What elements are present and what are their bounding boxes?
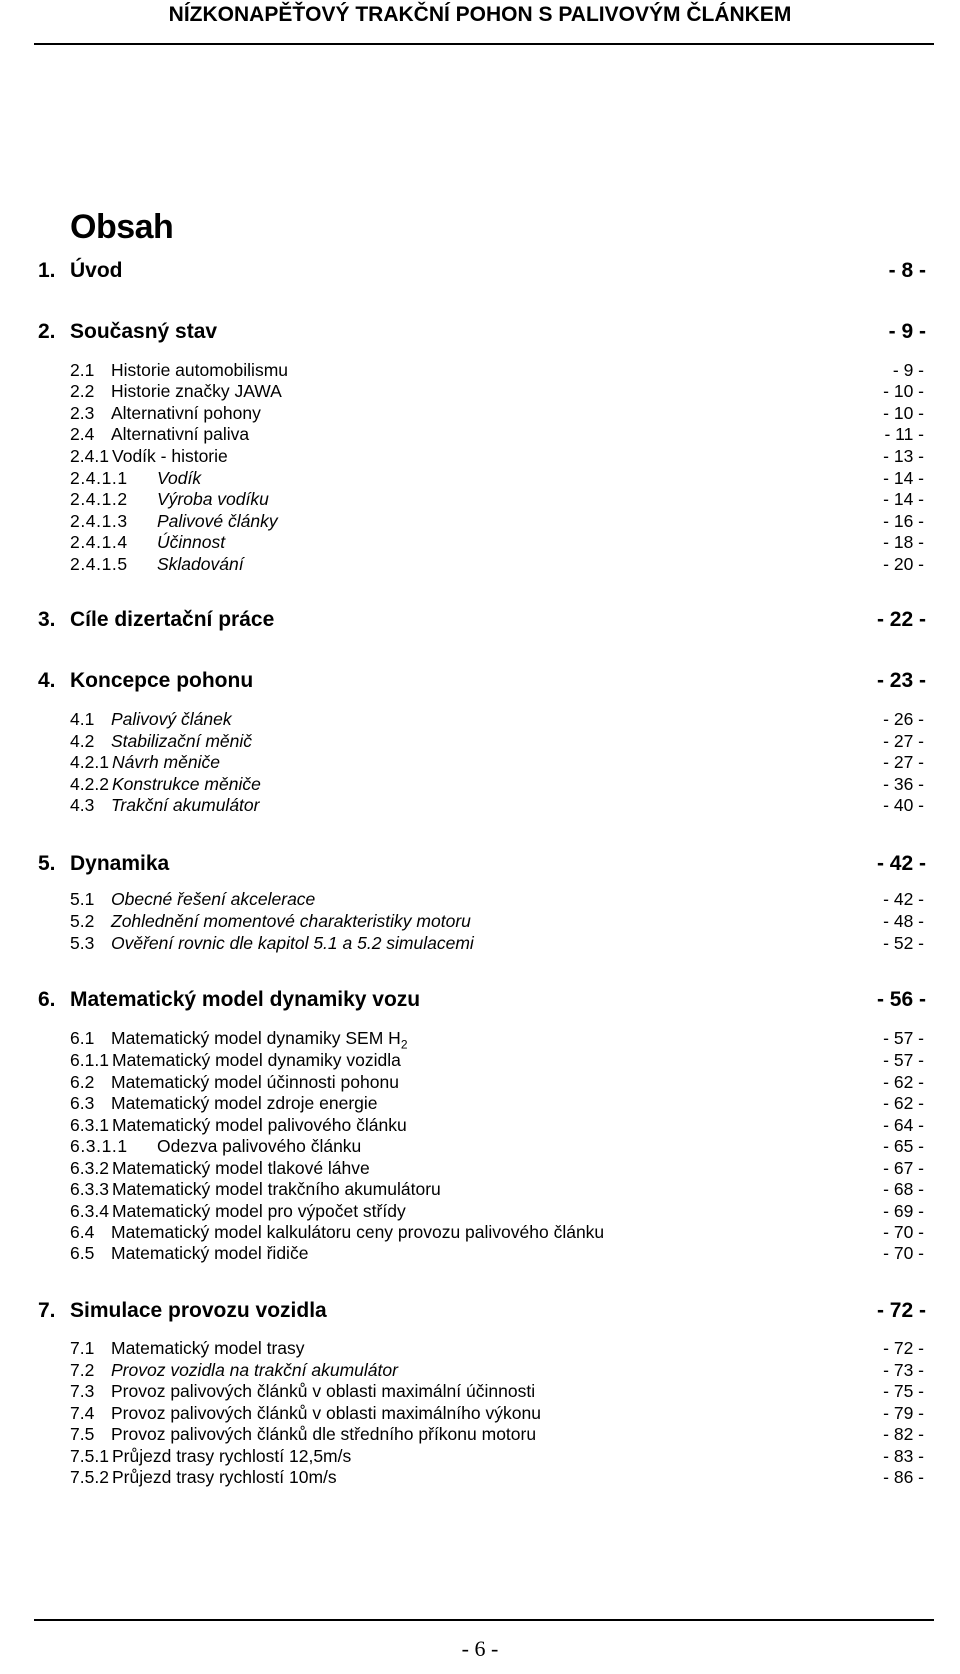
toc-entry-title: [111, 1402, 541, 1424]
toc-entry-title-text: Cíle dizertační práce: [70, 608, 275, 631]
toc-entry-page: - 67 -: [883, 1158, 924, 1178]
toc-entry: [0, 851, 960, 873]
toc-entry-page: - 16 -: [883, 511, 924, 531]
toc-entry: [0, 773, 960, 795]
toc-entry-title: [111, 730, 252, 752]
toc-entry: [0, 319, 960, 341]
toc-entry-number: 6.1.1: [70, 1050, 109, 1070]
toc-entry: [0, 488, 960, 510]
toc-entry: [0, 510, 960, 532]
toc-entry: [0, 910, 960, 932]
toc-entry-title: [70, 851, 169, 877]
toc-entry-title-text: Matematický model trakčního akumulátoru: [112, 1179, 441, 1199]
toc-entry: [0, 751, 960, 773]
toc-entry-number: 7.3: [70, 1381, 95, 1401]
toc-entry-number: 6.3.2: [70, 1158, 109, 1178]
toc-entry-title: [111, 1242, 308, 1264]
toc-entry-title-text: Konstrukce měniče: [112, 774, 261, 794]
toc-entry-page: - 70 -: [883, 1222, 924, 1242]
toc-entry-number: 2.: [38, 320, 56, 343]
toc-entry-page: - 69 -: [883, 1201, 924, 1221]
toc-entry-page: - 82 -: [883, 1424, 924, 1444]
toc-entry-number: 6.: [38, 988, 56, 1011]
toc-entry-number: 5.: [38, 852, 56, 875]
toc-entry-title: [157, 553, 244, 575]
toc-entry: [0, 607, 960, 629]
toc-entry-number: 3.: [38, 608, 56, 631]
toc-entry-title-text: Matematický model dynamiky vozidla: [112, 1050, 401, 1070]
toc-entry-title: [112, 1200, 406, 1222]
toc-entry-page: - 57 -: [883, 1028, 924, 1048]
toc-entry-title-text: Trakční akumulátor: [111, 795, 260, 815]
toc-entry: [0, 932, 960, 954]
toc-entry-title: [70, 607, 274, 633]
toc-entry-number: 6.1: [70, 1028, 95, 1048]
toc-entry-title: [112, 445, 228, 467]
toc-entry-page: - 48 -: [883, 911, 924, 931]
toc-entry-number: 4.2.1: [70, 752, 109, 772]
toc-entry-number: 2.4.1.4: [70, 532, 128, 552]
toc-entry-number: 7.: [38, 1299, 56, 1322]
page-title: Obsah: [70, 208, 174, 246]
toc-entry-title-text: Vodík: [157, 468, 202, 488]
toc-entry: [0, 1445, 960, 1467]
toc-entry-number: 2.4.1.3: [70, 511, 128, 531]
toc-entry-number: 4.: [38, 669, 56, 692]
toc-entry-number: 6.3.3: [70, 1179, 109, 1199]
toc-entry-number: 2.4.1: [70, 446, 109, 466]
toc-entry-page: - 22 -: [876, 608, 926, 631]
running-header: NÍZKONAPĚŤOVÝ TRAKČNÍ POHON S PALIVOVÝM ČLÁNKEM: [168, 3, 792, 26]
toc-entry-number: 1.: [38, 259, 56, 282]
toc-entry-number: 4.1: [70, 709, 95, 729]
toc-entry-number: 2.1: [70, 360, 95, 380]
toc-entry-number: 2.4.1.2: [70, 489, 128, 509]
toc-entry-page: - 27 -: [883, 752, 924, 772]
toc-entry-title: [111, 423, 249, 445]
toc-entry-number: 2.3: [70, 403, 95, 423]
toc-entry-number: 4.2: [70, 731, 95, 751]
toc-entry: [0, 380, 960, 402]
toc-entry-page: - 62 -: [883, 1072, 924, 1092]
toc-entry-title: [112, 751, 220, 773]
toc-entry: [0, 1092, 960, 1114]
toc-entry: [0, 1242, 960, 1264]
toc-entry-subscript: 2: [400, 1037, 408, 1052]
toc-entry: [0, 1071, 960, 1093]
toc-entry-page: - 9 -: [888, 320, 926, 343]
toc-entry-title-text: Provoz palivových článků dle středního příkonu motoru: [111, 1424, 537, 1444]
toc-entry-number: 2.4.1.1: [70, 468, 128, 488]
toc-entry-title-text: Alternativní pohony: [111, 403, 261, 423]
toc-entry-page: - 57 -: [883, 1050, 924, 1070]
toc-entry: [0, 1359, 960, 1381]
toc-entry-page: - 42 -: [876, 852, 926, 875]
toc-entry-page: - 52 -: [883, 933, 924, 953]
toc-entry-page: - 10 -: [883, 403, 924, 423]
toc-entry-title: [70, 987, 420, 1013]
toc-entry-number: 7.5.1: [70, 1446, 109, 1466]
toc-entry-page: - 86 -: [883, 1467, 924, 1487]
toc-entry: [0, 1380, 960, 1402]
toc-entry: [0, 1423, 960, 1445]
toc-entry-title-text: Palivové články: [157, 511, 278, 531]
toc-entry-page: - 10 -: [883, 381, 924, 401]
toc-entry: [0, 1027, 960, 1052]
toc-entry-title-text: Matematický model účinnosti pohonu: [111, 1072, 399, 1092]
toc-entry-title: [112, 1178, 441, 1200]
toc-entry-page: - 13 -: [883, 446, 924, 466]
toc-entry-title-text: Matematický model trasy: [111, 1338, 305, 1358]
toc-entry-title-text: Průjezd trasy rychlostí 12,5m/s: [112, 1446, 352, 1466]
toc-entry-title: [157, 1135, 361, 1157]
toc-entry-title-text: Provoz vozidla na trakční akumulátor: [111, 1360, 398, 1380]
toc-entry-title-text: Průjezd trasy rychlostí 10m/s: [112, 1467, 337, 1487]
toc-entry: [0, 1135, 960, 1157]
toc-entry-title-text: Historie automobilismu: [111, 360, 289, 380]
toc-entry-title-text: Provoz palivových článků v oblasti maximální účinnosti: [111, 1381, 536, 1401]
toc-entry-number: 6.2: [70, 1072, 95, 1092]
toc-entry-title: [111, 1380, 535, 1402]
toc-entry-title: [111, 359, 288, 381]
toc-entry-title: [70, 258, 123, 284]
toc-entry-title: [157, 510, 278, 532]
toc-entry-title-text: Výroba vodíku: [157, 489, 269, 509]
toc-entry-title: [111, 708, 232, 730]
toc-entry: [0, 553, 960, 575]
toc-entry-number: 6.3.1: [70, 1115, 109, 1135]
toc-entry: [0, 708, 960, 730]
toc-entry-page: - 62 -: [883, 1093, 924, 1113]
toc-entry-title: [111, 402, 261, 424]
toc-entry-title: [70, 1298, 327, 1324]
toc-entry: [0, 730, 960, 752]
toc-entry: [0, 445, 960, 467]
toc-entry-number: 7.5.2: [70, 1467, 109, 1487]
toc-entry: [0, 987, 960, 1009]
toc-entry-title-text: Koncepce pohonu: [70, 669, 254, 692]
toc-entry: [0, 1178, 960, 1200]
toc-entry: [0, 402, 960, 424]
toc-entry-page: - 23 -: [876, 669, 926, 692]
toc-entry: [0, 794, 960, 816]
toc-entry-page: - 79 -: [883, 1403, 924, 1423]
toc-entry-title-text: Matematický model zdroje energie: [111, 1093, 378, 1113]
toc-entry-title-text: Stabilizační měnič: [111, 731, 253, 751]
page-number: - 6 -: [461, 1636, 499, 1661]
toc-entry-title-text: Matematický model dynamiky SEM H: [111, 1028, 401, 1048]
toc-entry-title-text: Simulace provozu vozidla: [70, 1299, 327, 1322]
toc-entry-title: [111, 1221, 604, 1243]
toc-entry-title: [112, 773, 261, 795]
toc-entry: [0, 1221, 960, 1243]
toc-entry-title-text: Úvod: [70, 259, 123, 282]
toc-entry-page: - 68 -: [883, 1179, 924, 1199]
toc-entry-number: 5.2: [70, 911, 95, 931]
toc-entry-title: [111, 932, 474, 954]
toc-entry: [0, 1157, 960, 1179]
toc-entry-title-text: Provoz palivových článků v oblasti maximálního výkonu: [111, 1403, 541, 1423]
toc-entry-title: [112, 1049, 401, 1071]
toc-entry-title: [112, 1114, 407, 1136]
toc-entry-number: 5.1: [70, 889, 95, 909]
toc-entry-number: 5.3: [70, 933, 95, 953]
toc-entry-number: 7.2: [70, 1360, 95, 1380]
toc-entry: [0, 258, 960, 280]
toc-entry-title-text: Ověření rovnic dle kapitol 5.1 a 5.2 simulacemi: [111, 933, 474, 953]
toc-entry-title: [70, 668, 253, 694]
toc-entry-number: 6.3: [70, 1093, 95, 1113]
toc-entry-title-text: Palivový článek: [111, 709, 232, 729]
toc-entry: [0, 1402, 960, 1424]
toc-entry-page: - 40 -: [883, 795, 924, 815]
footer-rule: [34, 1619, 934, 1621]
toc-entry: [0, 1049, 960, 1071]
toc-entry-page: - 73 -: [883, 1360, 924, 1380]
toc-entry-title: [70, 319, 217, 345]
toc-entry-page: - 75 -: [883, 1381, 924, 1401]
toc-entry-title: [111, 1337, 305, 1359]
toc-entry-title-text: Matematický model řidiče: [111, 1243, 309, 1263]
toc-entry-title: [157, 467, 201, 489]
toc-entry-page: - 56 -: [876, 988, 926, 1011]
toc-entry-title-text: Alternativní paliva: [111, 424, 250, 444]
toc-entry-title: [111, 1359, 398, 1381]
toc-entry: [0, 359, 960, 381]
toc-entry-title: [111, 1071, 399, 1093]
toc-entry-title: [111, 380, 282, 402]
toc-entry: [0, 1337, 960, 1359]
toc-entry-title-text: Současný stav: [70, 320, 218, 343]
toc-entry-page: - 8 -: [888, 259, 926, 282]
toc-entry-number: 6.4: [70, 1222, 95, 1242]
toc-entry-number: 7.5: [70, 1424, 95, 1444]
toc-entry-page: - 83 -: [883, 1446, 924, 1466]
toc-entry: [0, 531, 960, 553]
toc-entry-page: - 72 -: [876, 1299, 926, 1322]
toc-entry-title-text: Obecné řešení akcelerace: [111, 889, 316, 909]
toc-entry-title: [111, 794, 259, 816]
toc-entry-title-text: Účinnost: [157, 532, 226, 552]
toc-entry-title-text: Matematický model kalkulátoru ceny provozu palivového článku: [111, 1222, 605, 1242]
toc-entry-page: - 18 -: [883, 532, 924, 552]
toc-entry-title-text: Odezva palivového článku: [157, 1136, 362, 1156]
toc-entry-title: [111, 888, 315, 910]
toc-entry-number: 6.5: [70, 1243, 95, 1263]
toc-entry-title-text: Matematický model dynamiky vozu: [70, 988, 421, 1011]
toc-entry-number: 2.2: [70, 381, 95, 401]
toc-entry: [0, 1298, 960, 1320]
toc-entry-title-text: Matematický model palivového článku: [112, 1115, 407, 1135]
toc-entry-page: - 64 -: [883, 1115, 924, 1135]
toc-entry-number: 2.4: [70, 424, 95, 444]
toc-entry-number: 7.1: [70, 1338, 95, 1358]
toc-entry-title: [112, 1157, 370, 1179]
toc-entry-title: [111, 910, 471, 932]
toc-entry: [0, 423, 960, 445]
toc-entry-page: - 26 -: [883, 709, 924, 729]
toc-entry-title-text: Matematický model tlakové láhve: [112, 1158, 370, 1178]
toc-entry-page: - 65 -: [883, 1136, 924, 1156]
toc-entry-title: [112, 1466, 337, 1488]
toc-entry-page: - 20 -: [883, 554, 924, 574]
toc-entry: [0, 1200, 960, 1222]
header-rule: [34, 43, 934, 45]
toc-entry-page: - 27 -: [883, 731, 924, 751]
toc-entry-page: - 14 -: [883, 489, 924, 509]
toc-entry-title-text: Návrh měniče: [112, 752, 220, 772]
toc-entry-page: - 11 -: [884, 424, 924, 444]
toc-entry-title-text: Vodík - historie: [112, 446, 228, 466]
toc-entry-number: 6.3.1.1: [70, 1136, 128, 1156]
toc-entry-title: [111, 1423, 536, 1445]
toc-entry-title-text: Historie značky JAWA: [111, 381, 282, 401]
toc-entry-page: - 9 -: [892, 360, 924, 380]
toc-entry-page: - 14 -: [883, 468, 924, 488]
toc-entry-title-text: Dynamika: [70, 852, 170, 875]
toc-entry-title: [112, 1445, 351, 1467]
toc-entry-number: 6.3.4: [70, 1201, 109, 1221]
toc-entry-number: 2.4.1.5: [70, 554, 128, 574]
toc-entry: [0, 1114, 960, 1136]
toc-entry-title: [157, 488, 269, 510]
toc-entry: [0, 668, 960, 690]
toc-entry-page: - 70 -: [883, 1243, 924, 1263]
toc-entry-number: 7.4: [70, 1403, 95, 1423]
toc-entry-page: - 42 -: [883, 889, 924, 909]
toc-entry: [0, 888, 960, 910]
toc-entry: [0, 1466, 960, 1488]
toc-entry-page: - 36 -: [883, 774, 924, 794]
toc-entry-title-text: Skladování: [157, 554, 244, 574]
toc-entry-title-text: Matematický model pro výpočet střídy: [112, 1201, 406, 1221]
toc-entry-page: - 72 -: [883, 1338, 924, 1358]
toc-entry-title: [111, 1092, 378, 1114]
toc-entry-title-text: Zohlednění momentové charakteristiky motoru: [111, 911, 471, 931]
toc-entry-number: 4.2.2: [70, 774, 109, 794]
toc-entry-title: [157, 531, 225, 553]
toc-entry-number: 4.3: [70, 795, 95, 815]
toc-entry: [0, 467, 960, 489]
